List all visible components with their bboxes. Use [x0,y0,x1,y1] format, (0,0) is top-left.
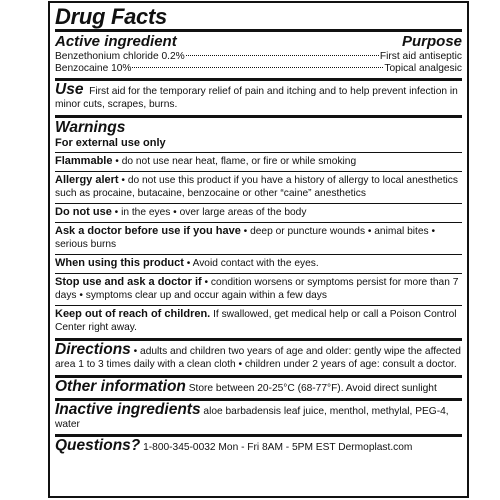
allergy-warning [55,171,462,203]
flammable-text: • do not use near heat, flame, or fire or while smoking [112,156,357,167]
inactive-ingredients-section [55,401,462,437]
ask-doctor-text: • deep or puncture wounds • animal bites • serious burns [55,226,436,250]
stop-use-warning [55,273,462,305]
questions-heading: Questions? [55,437,141,454]
questions-text: 1-800-345-0032 Mon - Fri 8AM - 5PM EST Dermoplast.com [140,442,413,453]
directions-text: • adults and children two years of age and older: gently wipe the affected area 1 to 3 times daily with a clean cloth • children under 2 years of age: consult a doctor. [55,346,461,370]
warnings-heading: Warnings [55,119,126,136]
other-info-heading: Other information [55,378,186,395]
flammable-warning [55,152,462,171]
external-use-note: For external use only [55,137,166,149]
when-using-label: When using this product [55,257,184,269]
ingredient-row [55,63,462,75]
ingredient-purpose: First aid antiseptic [379,51,462,62]
page-title: Drug Facts [55,4,167,29]
use-section [55,81,462,118]
other-info-section [55,378,462,401]
ingredient-name: Benzethonium chloride 0.2% [55,51,185,62]
keep-out-text: If swallowed, get medical help or call a Poison Control Center right away. [55,309,457,333]
inactive-ingredients-heading: Inactive ingredients [55,401,201,418]
ingredient-row [55,51,462,63]
inactive-ingredients-text: aloe barbadensis leaf juice, menthol, methylal, PEG-4, water [55,406,449,430]
drug-facts-label [48,1,469,498]
use-text: First aid for the temporary relief of pain and itching and to help prevent infection in minor cuts, scrapes, burns. [55,86,458,110]
when-using-warning [55,254,462,273]
keep-out-label: Keep out of reach of children. [55,308,211,320]
ingredient-purpose: Topical analgesic [384,63,462,74]
do-not-use-text: • in the eyes • over large areas of the body [111,207,307,218]
other-info-text: Store between 20-25°C (68-77°F). Avoid direct sunlight [185,383,437,394]
questions-section [55,437,462,456]
directions-section [55,341,462,378]
active-ingredient-header [55,33,462,51]
allergy-label: Allergy alert [55,174,119,186]
active-ingredient-heading: Active ingredient [55,33,177,50]
when-using-text: • Avoid contact with the eyes. [183,258,319,269]
ingredient-name: Benzocaine 10% [55,63,132,74]
flammable-label: Flammable [55,155,113,167]
ask-doctor-warning [55,222,462,254]
allergy-text: • do not use this product if you have a history of allergy to local anesthetics such as procaine, butacaine, benzocaine or other “caine” anesthetics [55,175,458,199]
do-not-use-warning [55,203,462,222]
active-ingredient-section [55,32,462,81]
title-section [55,3,462,32]
purpose-heading: Purpose [401,33,462,50]
stop-use-text: • condition worsens or symptoms persist for more than 7 days • symptoms clear up and occur again within a few days [55,277,459,301]
directions-heading: Directions [55,341,131,358]
do-not-use-label: Do not use [55,206,112,218]
leader-dots [186,55,379,56]
leader-dots [132,67,383,68]
keep-out-warning [55,305,462,338]
stop-use-label: Stop use and ask a doctor if [55,276,202,288]
use-heading: Use [55,81,84,98]
warnings-section [55,118,462,341]
ask-doctor-label: Ask a doctor before use if you have [55,225,241,237]
